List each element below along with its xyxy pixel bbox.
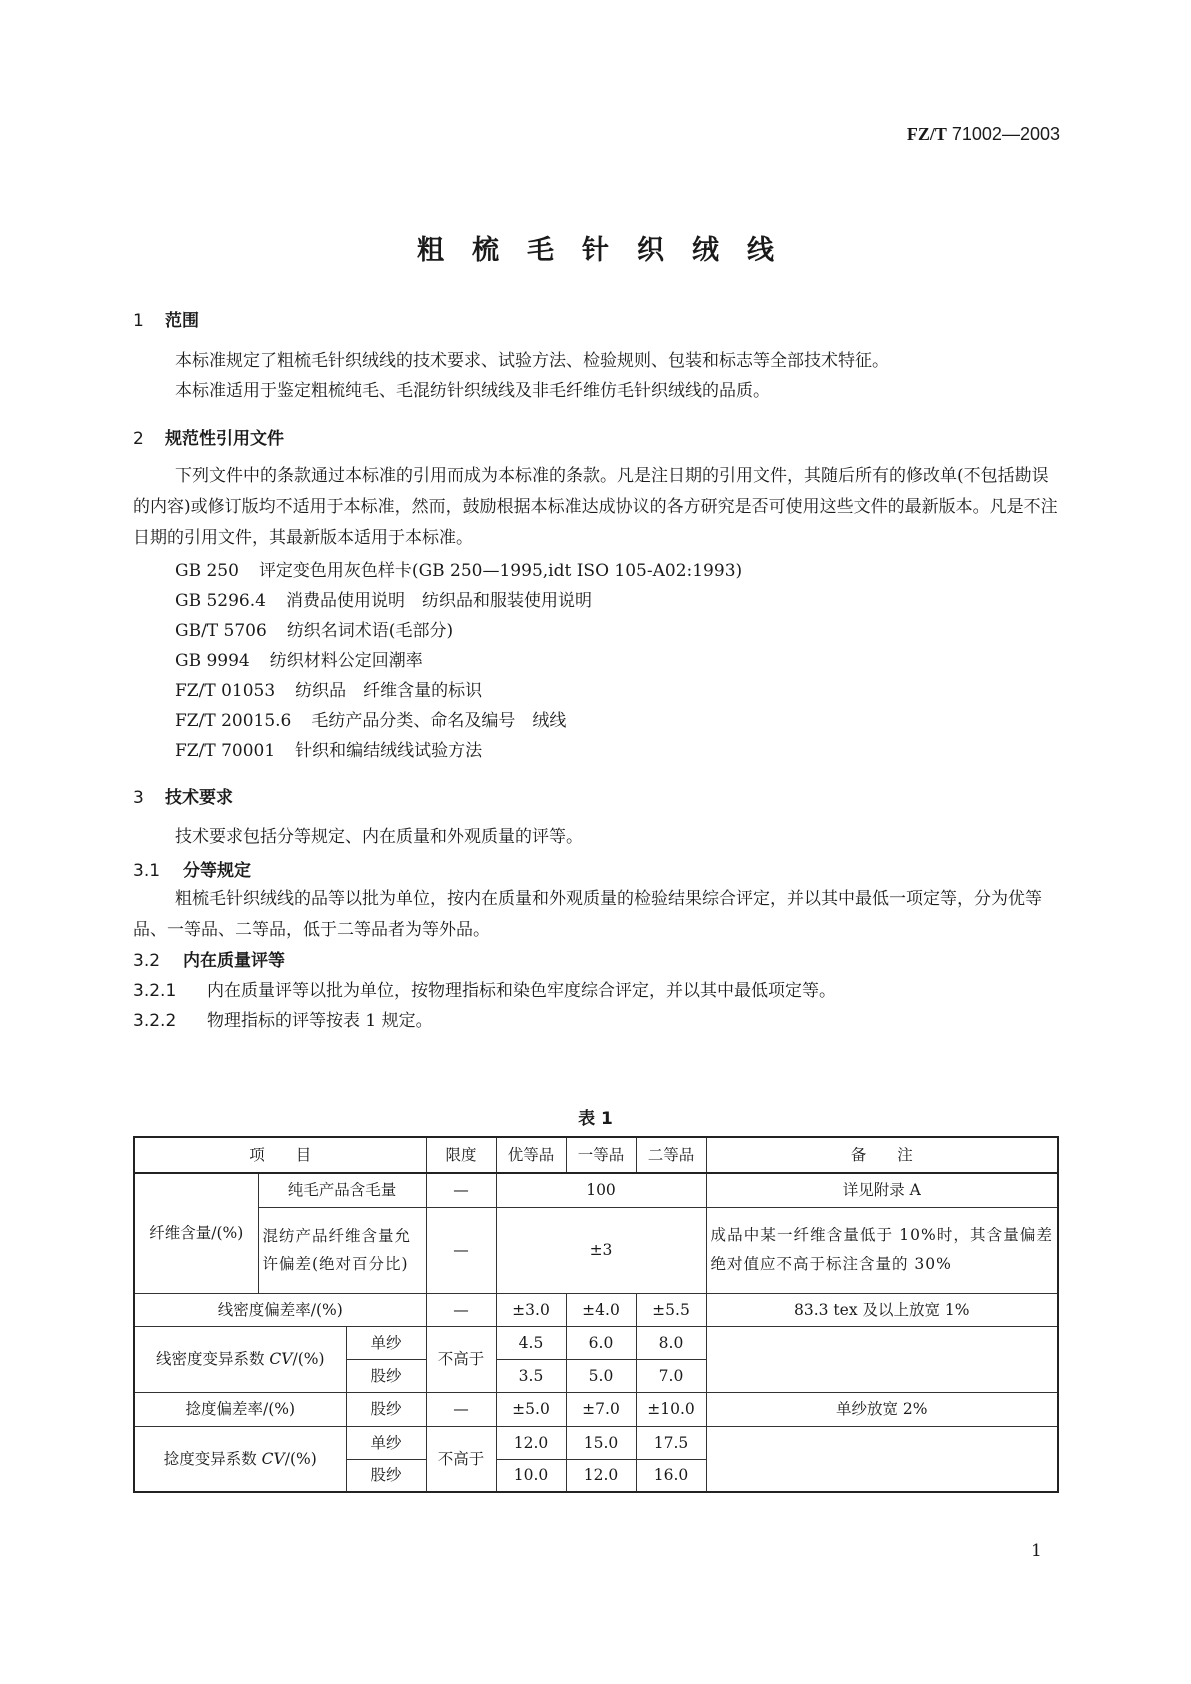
paragraph: 技术要求包括分等规定、内在质量和外观质量的评等。 (175, 827, 583, 847)
linear-density-dev-label: 线密度偏差率/(%) (134, 1293, 426, 1326)
remark-cell: 详见附录 A (706, 1173, 1058, 1207)
blend-label: 混纺产品纤维含量允许偏差(绝对百分比) (258, 1207, 426, 1293)
page-number: 1 (1031, 1541, 1042, 1561)
header-item: 项 目 (134, 1137, 426, 1173)
yarn-type-cell: 单纱 (346, 1326, 426, 1359)
clause-number: 3.2.1 (133, 981, 177, 1001)
twist-cv-label (134, 1426, 346, 1492)
document-title: 粗梳毛针织绒线 (417, 235, 802, 266)
yarn-type-cell: 股纱 (346, 1359, 426, 1392)
superior-cell: ±5.0 (496, 1392, 566, 1426)
reference-title: 纺织名词术语(毛部分) (286, 621, 454, 641)
section-title: 范围 (165, 311, 199, 331)
second-cell: 8.0 (636, 1326, 706, 1359)
section-number: 2 (133, 429, 144, 449)
table-row (134, 1326, 1058, 1359)
reference-code: GB 250 (175, 561, 239, 581)
reference-item (175, 676, 482, 701)
section-title: 技术要求 (165, 788, 233, 808)
yarn-type-cell: 单纱 (346, 1426, 426, 1459)
section-title: 分等规定 (183, 861, 251, 881)
header-superior: 优等品 (496, 1137, 566, 1173)
reference-item (175, 736, 482, 761)
section-3-heading (133, 783, 233, 808)
reference-item (175, 646, 423, 671)
pure-wool-label: 纯毛产品含毛量 (258, 1173, 426, 1207)
paragraph: 粗梳毛针织绒线的品等以批为单位，按内在质量和外观质量的检验结果综合评定，并以其中最低一项定等，分为优等品、一等品、二等品，低于二等品者为等外品。 (133, 889, 1042, 940)
section-title: 内在质量评等 (183, 951, 285, 971)
reference-title: 毛纺产品分类、命名及编号 绒线 (311, 711, 567, 731)
reference-code: FZ/T 01053 (175, 681, 276, 701)
limit-cell: — (426, 1293, 496, 1326)
first-cell: 6.0 (566, 1326, 636, 1359)
second-cell: ±10.0 (636, 1392, 706, 1426)
superior-cell: 4.5 (496, 1326, 566, 1359)
first-cell: 12.0 (566, 1459, 636, 1492)
superior-cell: 3.5 (496, 1359, 566, 1392)
section-number: 3.2 (133, 951, 161, 971)
label-unit: /(%) (292, 1350, 325, 1368)
table-row (134, 1207, 1058, 1293)
linear-density-cv-label (134, 1326, 346, 1392)
second-cell: ±5.5 (636, 1293, 706, 1326)
paragraph: 下列文件中的条款通过本标准的引用而成为本标准的条款。凡是注日期的引用文件，其随后所有的修改单(不包括勘误的内容)或修订版均不适用于本标准，然而，鼓励根据本标准达成协议的各方研究是否可使用这些文件的最新版本。凡是不注日期的引用文件，其最新版本适用于本标准。 (133, 466, 1058, 548)
section-number: 1 (133, 311, 144, 331)
limit-cell: 不高于 (426, 1326, 496, 1392)
clause-number: 3.2.2 (133, 1011, 177, 1031)
standard-prefix: FZ/T (906, 124, 947, 144)
reference-code: GB/T 5706 (175, 621, 267, 641)
paragraph: 本标准适用于鉴定粗梳纯毛、毛混纺针织绒线及非毛纤维仿毛针织绒线的品质。 (175, 381, 770, 401)
reference-title: 评定变色用灰色样卡(GB 250—1995,idt ISO 105-A02:1993) (258, 561, 743, 581)
clause-3-2-1 (133, 976, 836, 1001)
table-row (134, 1426, 1058, 1459)
remark-cell (706, 1426, 1058, 1492)
table-row (134, 1173, 1058, 1207)
first-cell: 5.0 (566, 1359, 636, 1392)
reference-title: 针织和编结绒线试验方法 (295, 741, 483, 761)
remark-cell (706, 1326, 1058, 1392)
superior-cell: ±3.0 (496, 1293, 566, 1326)
standard-number: 71002—2003 (951, 124, 1060, 144)
reference-title: 消费品使用说明 纺织品和服装使用说明 (285, 591, 592, 611)
table-row (134, 1293, 1058, 1326)
clause-text: 物理指标的评等按表 1 规定。 (207, 1011, 433, 1031)
table-row (134, 1392, 1058, 1426)
reference-code: FZ/T 20015.6 (175, 711, 292, 731)
value-cell: ±3 (496, 1207, 706, 1293)
header-second: 二等品 (636, 1137, 706, 1173)
yarn-type-cell: 股纱 (346, 1459, 426, 1492)
reference-item (175, 586, 592, 611)
section-3-2-heading (133, 946, 285, 971)
reference-item (175, 556, 742, 581)
section-1-heading (133, 306, 199, 331)
superior-cell: 10.0 (496, 1459, 566, 1492)
reference-code: GB 9994 (175, 651, 250, 671)
section-3-1-heading (133, 856, 251, 881)
second-cell: 7.0 (636, 1359, 706, 1392)
reference-title: 纺织品 纤维含量的标识 (295, 681, 483, 701)
header-limit: 限度 (426, 1137, 496, 1173)
yarn-type-cell: 股纱 (346, 1392, 426, 1426)
table-caption: 表 1 (578, 1109, 613, 1129)
reference-code: GB 5296.4 (175, 591, 266, 611)
section-number: 3.1 (133, 861, 161, 881)
section-number: 3 (133, 788, 144, 808)
limit-cell: — (426, 1173, 496, 1207)
clause-3-2-2 (133, 1006, 433, 1031)
paragraph: 本标准规定了粗梳毛针织绒线的技术要求、试验方法、检验规则、包装和标志等全部技术特征。 (175, 351, 889, 371)
standard-code (907, 124, 1060, 145)
physical-indicators-table (133, 1136, 1059, 1493)
limit-cell: 不高于 (426, 1426, 496, 1492)
clause-text: 内在质量评等以批为单位，按物理指标和染色牢度综合评定，并以其中最低项定等。 (207, 981, 836, 1001)
remark-cell: 单纱放宽 2% (706, 1392, 1058, 1426)
superior-cell: 12.0 (496, 1426, 566, 1459)
reference-code: FZ/T 70001 (175, 741, 276, 761)
header-remarks: 备 注 (706, 1137, 1058, 1173)
label-text: 线密度变异系数 (155, 1350, 270, 1368)
section-2-heading (133, 424, 284, 449)
fiber-content-label: 纤维含量/(%) (134, 1173, 258, 1293)
cv-symbol: CV (269, 1350, 293, 1368)
remark-cell: 83.3 tex 及以上放宽 1% (706, 1293, 1058, 1326)
reference-title: 纺织材料公定回潮率 (269, 651, 423, 671)
reference-item (175, 616, 453, 641)
limit-cell: — (426, 1207, 496, 1293)
second-cell: 16.0 (636, 1459, 706, 1492)
second-cell: 17.5 (636, 1426, 706, 1459)
section-title: 规范性引用文件 (165, 429, 284, 449)
reference-item (175, 706, 566, 731)
first-cell: 15.0 (566, 1426, 636, 1459)
label-text: 捻度变异系数 (163, 1449, 262, 1468)
header-first: 一等品 (566, 1137, 636, 1173)
table-header-row (134, 1137, 1058, 1173)
label-unit: /(%) (284, 1449, 317, 1468)
twist-dev-label: 捻度偏差率/(%) (134, 1392, 346, 1426)
limit-cell: — (426, 1392, 496, 1426)
first-cell: ±7.0 (566, 1392, 636, 1426)
value-cell: 100 (496, 1173, 706, 1207)
remark-cell: 成品中某一纤维含量低于 10%时，其含量偏差绝对值应不高于标注含量的 30% (706, 1207, 1058, 1293)
cv-symbol: CV (261, 1449, 285, 1468)
first-cell: ±4.0 (566, 1293, 636, 1326)
